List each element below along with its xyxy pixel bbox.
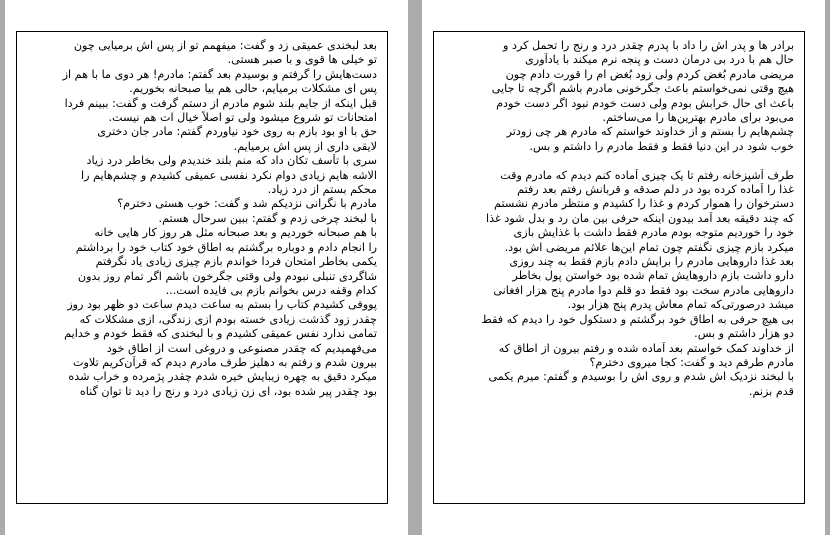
text-line: قدم بزنم. — [748, 384, 794, 398]
text-line: باعث ای حال خرابش بودم ولی دست خودم نبود اگر دست خودم — [496, 96, 794, 110]
text-line: یکمی بخاطر امتحان فردا خواندم بازم چیزی زیادی یاد نگرفتم — [95, 255, 377, 269]
text-line: با هم صبحانه خوردیم و بعد صبحانه مثل هر روز کار هایی خانه — [94, 226, 377, 240]
text-line: دارو داشت بازم داروهایش تمام شده بود خواستن پول بخاطر — [512, 269, 794, 283]
text-line: امتحانات تو شروع میشود ولی تو اصلاً خیال ات هم نیست. — [108, 111, 377, 125]
text-line: هیچ وقتی نمی‌خواستم باعث جگرخونی مادرم باشم اگرچه تا جایی — [491, 82, 794, 96]
text-line: مادرم با نگرانی نزدیکم شد و گفت: خوب هستی دخترم؟ — [117, 197, 377, 211]
text-line: قبل اینکه از جایم بلند شوم مادرم از دستم گرفت و گفت: ببینم فردا — [64, 96, 377, 110]
text-line: دو هزار داشتم و بس. — [694, 327, 794, 341]
left-page — [5, 0, 408, 535]
text-line: از خداوند کمک خواستم بعد آماده شده و رفتم بیرون از اطاق که — [498, 341, 794, 355]
text-line: خوب شود در این دنیا فقط و فقط مادرم را داشتم و بس. — [529, 139, 794, 153]
text-line: با لبخند نزدیک اش شدم و روی اش را بوسیدم و گفتم: میرم یکمی — [488, 370, 794, 384]
text-line: مریضی مادرم بُغض کردم ولی زود بُغض ام را قورت دادم چون — [505, 67, 794, 81]
text-line: داروهایی مادرم سخت بود فقط دو قلم دوا مادرم پنج هزار افغانی — [493, 283, 794, 297]
text-line: بعد غذا داروهایی مادرم را برایش دادم بازم فقط به چند روزی — [509, 255, 794, 269]
text-line: را انجام دادم و دوباره برگشتم به اطاق خود کتاب خود را برداشتم — [75, 240, 377, 254]
text-line: میشد درصورتی‌که تمام معاش پدرم پنج هزار بود. — [567, 298, 794, 312]
text-line: الاشه هایم زیادی دوام نکرد نفسی عمیقی کشیدم و چشم‌هایم را — [80, 168, 377, 182]
text-line: بود چقدر پیر شده بود، ای زن زیادی درد و رنج را دید تا توان گناه — [79, 384, 377, 398]
paragraph-gap — [446, 154, 794, 168]
text-line: بعد لبخندی عمیقی زد و گفت: میفهمم تو از پس اش برمیایی چون — [73, 39, 377, 52]
text-line: محکم بستم از درد زیاد. — [267, 183, 377, 197]
text-line: حق با او بود بازم به روی خود نیاوردم گفتم: مادر جان دختری — [97, 125, 377, 139]
right-page — [422, 0, 825, 535]
text-line: که چند دقیقه بعد آمد بیدون اینکه حرفی بین مان رد و بدل شود غذا — [485, 211, 794, 225]
text-line: چقدر زود گذشت زیادی خسته بودم ازی زندگی، ازی مشکلات که — [79, 312, 377, 326]
text-line: لایقی داری از پس اش برمیایم. — [233, 139, 377, 153]
text-line: طرف آشپزخانه رفتم تا یک چیزی آماده کنم دیدم که مادرم وقت — [500, 168, 794, 182]
text-line: حال هم با درد بی درمان دست و پنجه نرم میکند با یادآوری — [525, 53, 794, 67]
text-line: میکرد دقیق به چهره زیبایش خیره شدم چقدر پژمرده و خراب شده — [68, 370, 377, 384]
text-line: خود را خوردیم متوجه بودم مادرم فقط داشت با غذایش بازی — [513, 226, 794, 240]
text-line: پس ای مشکلات برمیایم، حالی هم بیا صبحانه بخوریم. — [129, 82, 377, 96]
text-line: شاگردی تنبلی نبودم ولی وقتی جگرخون باشم اگر تمام روز بدون — [77, 269, 377, 283]
text-line: می‌بود برای مادرم بهترین‌ها را می‌ساختم. — [602, 111, 794, 125]
text-line: دسترخوان را هموار کردم و غذا را کشیدم و منتظر مادرم نشستم — [494, 197, 794, 211]
text-line: تو خیلی ها قوی و با صبر هستی. — [227, 53, 377, 67]
text-line: پووفی کشیدم کتاب را بستم به ساعت دیدم ساعت دو ظهر بود روز — [67, 298, 377, 312]
text-line: بی هیچ حرفی به اطاق خود برگشتم و دستکول خود را دیدم که فقط — [481, 312, 794, 326]
text-line: مادرم طرفم دید و گفت: کجا میروی دخترم؟ — [589, 355, 794, 369]
text-line: می‌فهمیدیم که چقدر مصنوعی و دروغی است از اطاق خود — [106, 341, 377, 355]
text-line: سری با تأسف تکان داد که منم بلند خندیدم ولی بخاطر درد زیاد — [86, 154, 377, 168]
text-line: کدام وقفه درس بخوانم بازم بی فایده است... — [165, 283, 377, 297]
right-page-text — [446, 39, 794, 399]
text-line: با لبخند چرخی زدم و گفتم: ببین سرحال هستم. — [158, 211, 377, 225]
text-line: تمامی ندارد نفس عمیقی کشیدم و با لبخندی که فقط خودم و خدایم — [64, 327, 377, 341]
text-line: بیرون شدم و رفتم به دهلیز طرف مادرم دیدم که قرآن‌کریم تلاوت — [72, 355, 377, 369]
text-line: میکرد بازم چیزی نگفتم چون تمام این‌ها علائم مریضی اش بود. — [504, 240, 794, 254]
text-line: دست‌هایش را گرفتم و بوسیدم بعد گفتم: مادرم! هر دوی ما با هم از — [62, 67, 377, 81]
text-line: غذا را آماده کرده بود در دلم صدقه و قربانش رفتم بعد رفتم — [517, 183, 794, 197]
text-line: برادر ها و پدر اش را داد با پدرم چقدر درد و رنج را تحمل کرد و — [503, 39, 794, 52]
text-line: چشم‌هایم را بستم و از خداوند خواستم که مادرم هر چی زودتر — [506, 125, 794, 139]
left-page-text — [29, 39, 377, 399]
